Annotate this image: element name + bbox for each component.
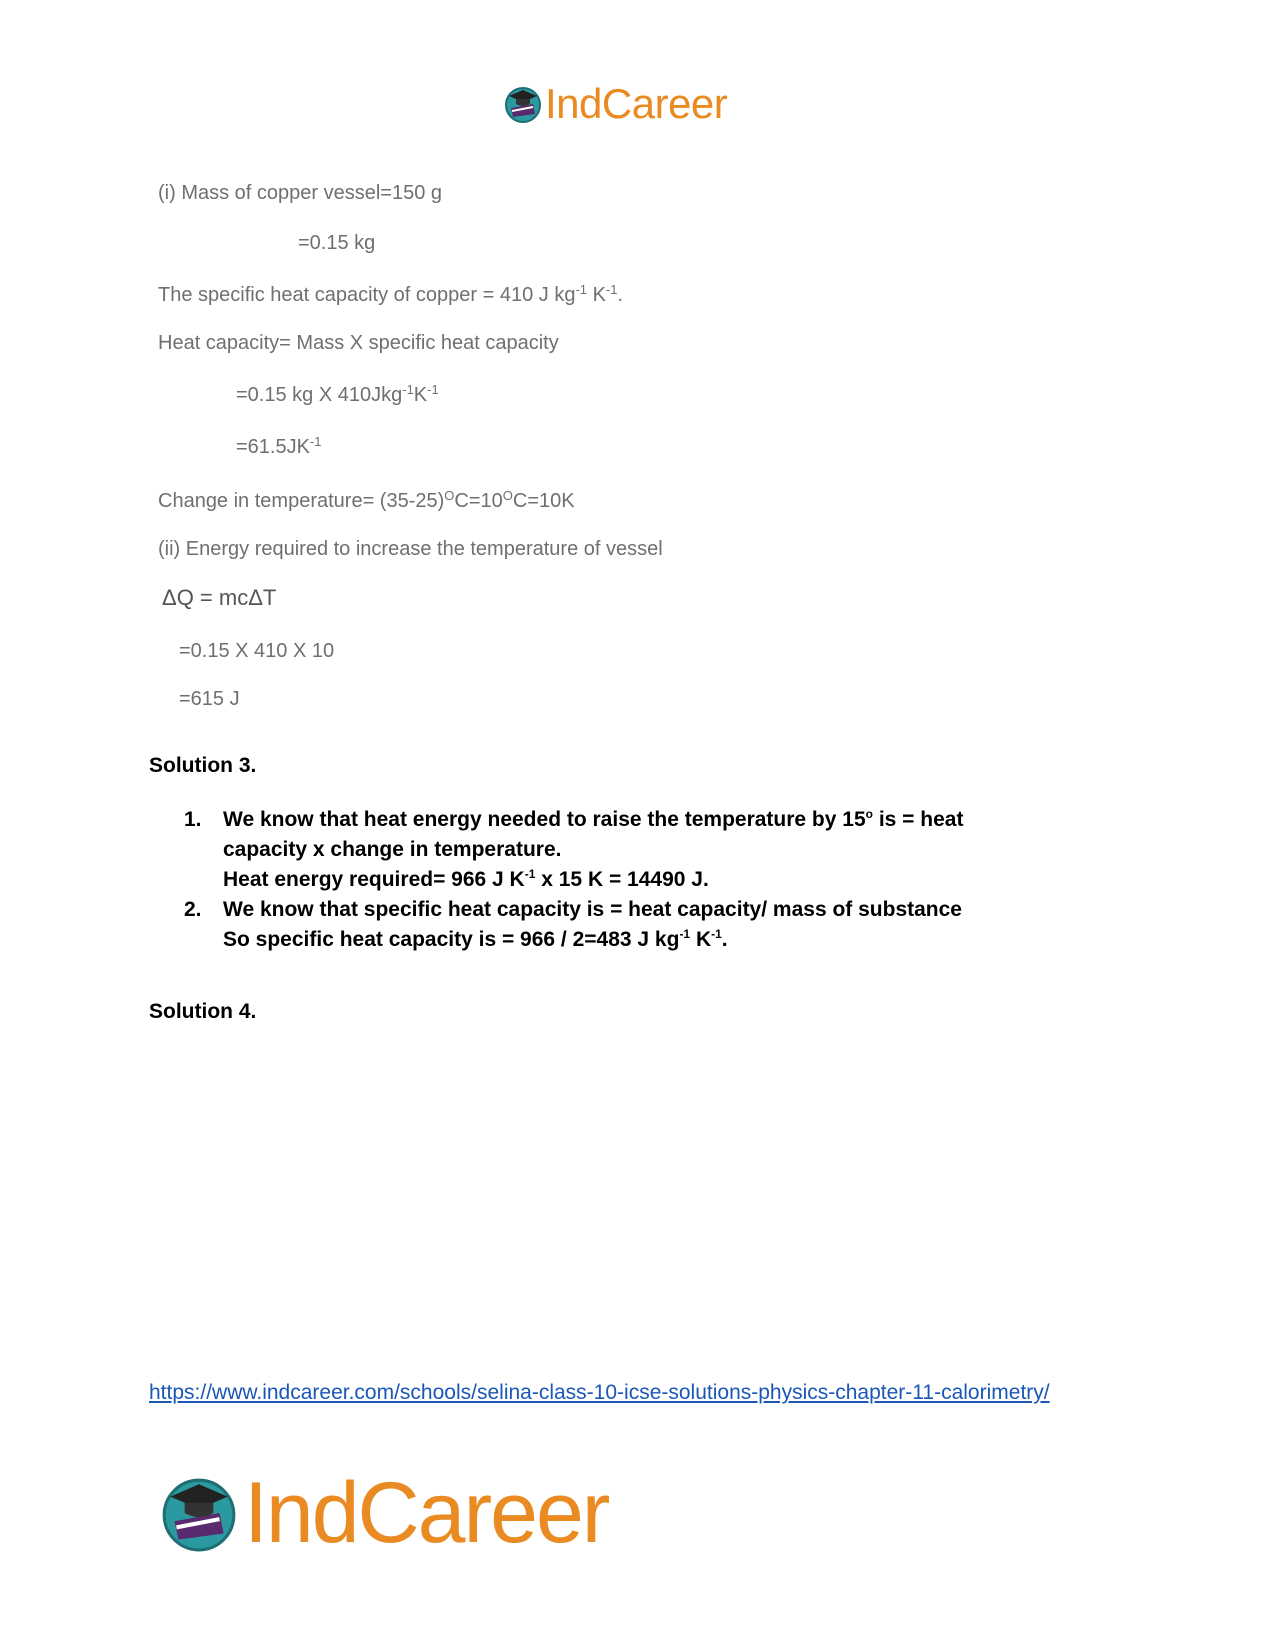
graduation-cap-book-icon bbox=[503, 84, 543, 124]
specific-heat-line: The specific heat capacity of copper = 410 J $kg^{-1}$ $K^{-1}$. bbox=[158, 282, 624, 306]
graduation-cap-book-icon bbox=[158, 1472, 240, 1554]
footer-logo bbox=[158, 1465, 608, 1561]
logo-text: IndCareer bbox=[244, 1464, 609, 1561]
logo-text: IndCareer bbox=[545, 80, 728, 127]
list-item-line: We know that heat energy needed to raise the temperature by 15$^o$ is = heat bbox=[223, 807, 964, 831]
list-item-line: Heat energy required= 966 J $K^{-1}$ x 15 K = 14490 J. bbox=[223, 867, 709, 891]
energy-equation: ΔQ = mcΔT bbox=[162, 585, 277, 610]
temperature-change-line: Change in temperature= $(35-25)^OC=10^OC=10K$ bbox=[158, 488, 575, 512]
mass-kg-line: =0.15 kg bbox=[298, 232, 376, 254]
list-item-line: We know that specific heat capacity is = heat capacity/ mass of substance bbox=[223, 898, 962, 921]
energy-result: =615 J bbox=[179, 688, 240, 710]
list-item-number: 1. bbox=[184, 808, 202, 831]
mass-line: (i) Mass of copper vessel=150 g bbox=[158, 182, 443, 204]
heat-capacity-result: $=61.5JK^{-1}$ bbox=[236, 434, 322, 458]
list-item-line: capacity x change in temperature. bbox=[223, 838, 562, 861]
source-link[interactable]: https://www.indcareer.com/schools/selina-class-10-icse-solutions-physics-chapter-11-calorimetry/ bbox=[149, 1381, 1050, 1404]
energy-calc: =0.15 X 410 X 10 bbox=[179, 640, 335, 662]
heat-capacity-formula: Heat capacity= Mass X specific heat capacity bbox=[158, 332, 559, 354]
header-logo bbox=[503, 78, 727, 130]
solution-4-heading: Solution 4. bbox=[149, 1000, 257, 1023]
heat-capacity-calc: =0.15 kg X $410Jkg^{-1}K^{-1}$ bbox=[236, 382, 439, 406]
list-item-line: So specific heat capacity is = 966 / 2=483 J $kg^{-1}$ $K^{-1}$. bbox=[223, 927, 728, 951]
energy-required-line: (ii) Energy required to increase the temperature of vessel bbox=[158, 538, 663, 560]
list-item-number: 2. bbox=[184, 898, 202, 921]
solution-3-heading: Solution 3. bbox=[149, 754, 257, 777]
